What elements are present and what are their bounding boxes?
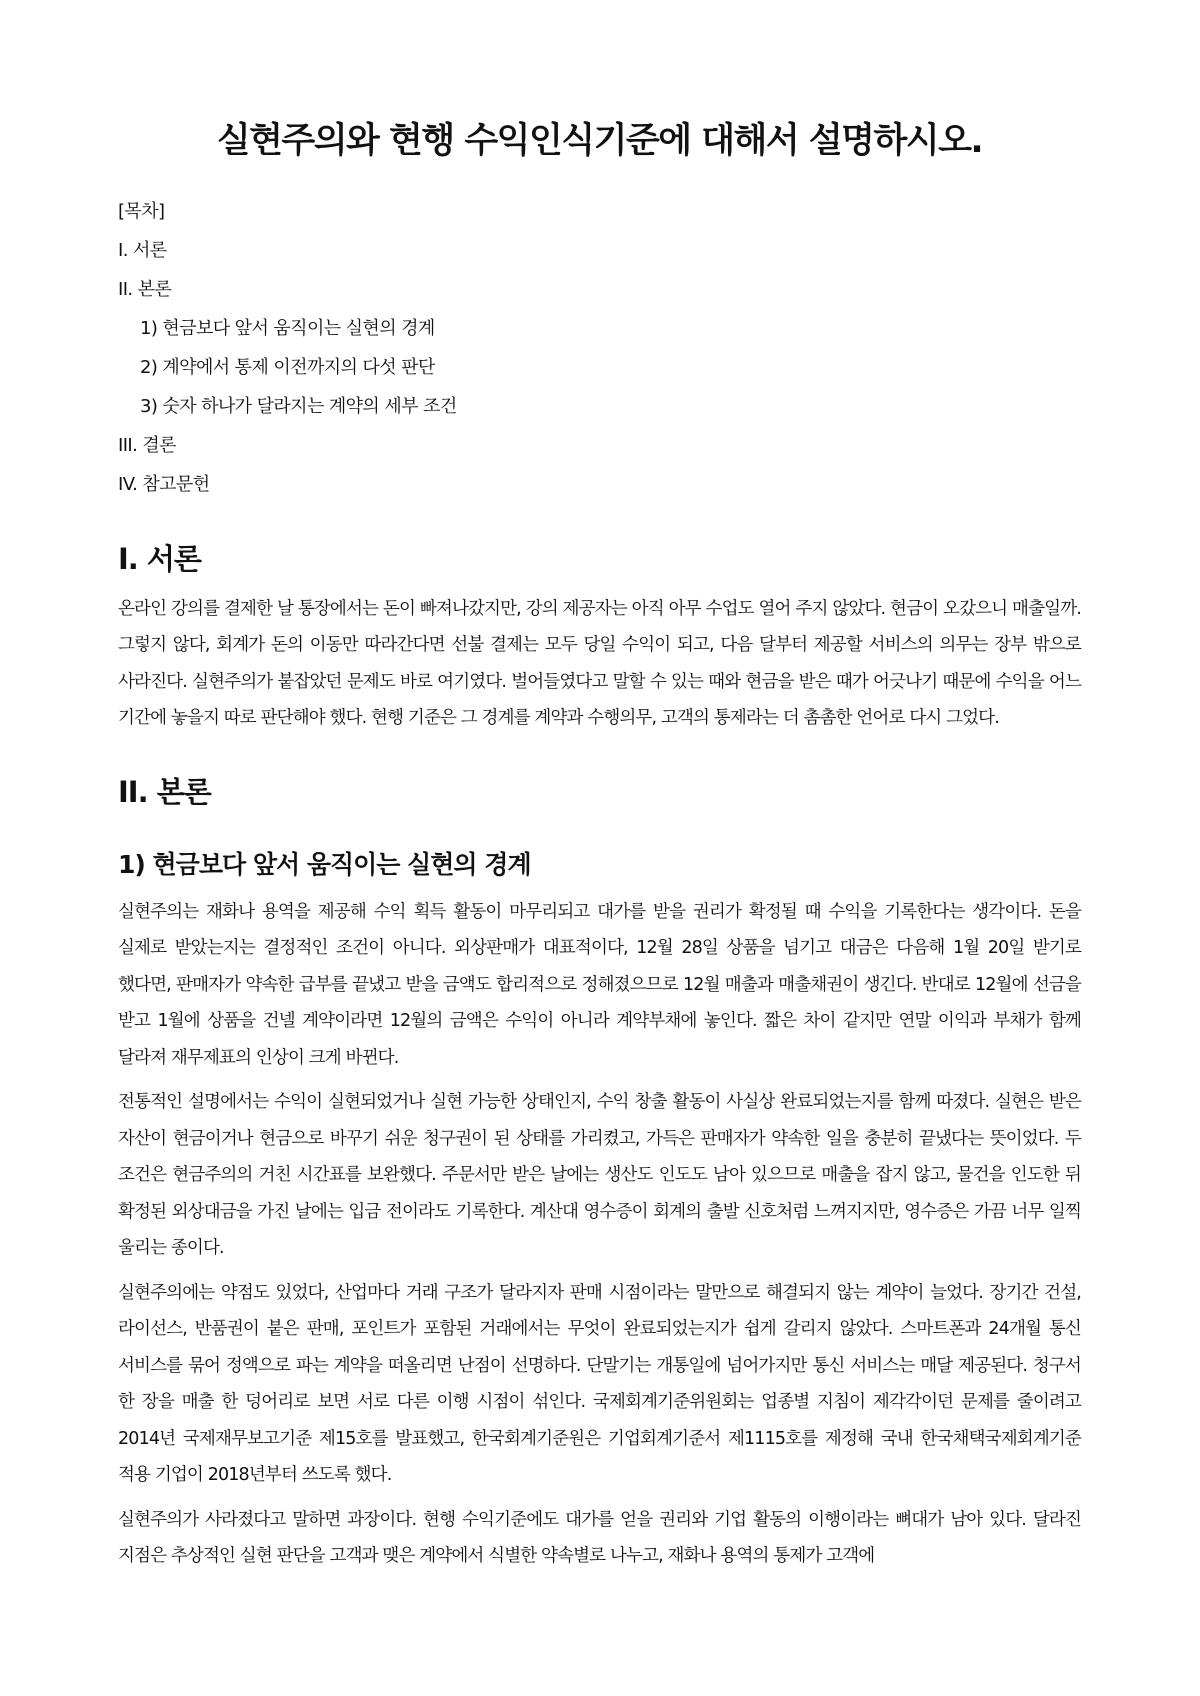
toc-heading: [목차] bbox=[118, 201, 165, 222]
intro-paragraph: 온라인 강의를 결제한 날 통장에서는 돈이 빠져나갔지만, 강의 제공자는 아직 아무 수업도 열어 주지 않았다. 현금이 오갔으니 매출일까. 그렇지 않다, 회계가 돈의 이동만 따라간다면 선불 결제는 모두 당일 수익이 되고, 다음 달부터 제공할 서비스의 의무는 장부 밖으로 사라진다. 실현주의가 붙잡았던 문제도 바로 여기였다. 벌어들였다고 말할 수 있는 때와 현금을 받은 때가 어긋나기 때문에 수익을 어느 기간에 놓을지 따로 판단해야 했다. 현행 기준은 그 경계를 계약과 수행의무, 고객의 통제라는 더 촘촘한 언어로 다시 그었다. bbox=[118, 598, 1081, 729]
toc-item-intro: I. 서론 bbox=[118, 240, 167, 261]
toc-item-section-2: 2) 계약에서 통제 이전까지의 다섯 판단 bbox=[140, 357, 435, 378]
section-1-paragraph: 실현주의는 재화나 용역을 제공해 수익 획득 활동이 마무리되고 대가를 받을 권리가 확정될 때 수익을 기록한다는 생각이다. 돈을 실제로 받았는지는 결정적인 조건이 아니다. 외상판매가 대표적이다, 12월 28일 상품을 넘기고 대금은 다음해 1월 20일 받기로 했다면, 판매자가 약속한 급부를 끝냈고 받을 금액도 합리적으로 정해졌으므로 12월 매출과 매출채권이 생긴다. 반대로 12월에 선금을 받고 1월에 상품을 건넬 계약이라면 12월의 금액은 수익이 아니라 계약부채에 놓인다. 짧은 차이 같지만 연말 이익과 부채가 함께 달라져 재무제표의 인상이 크게 바뀐다. bbox=[118, 901, 1081, 1068]
body-heading: II. 본론 bbox=[118, 774, 211, 809]
section-1-paragraph: 실현주의가 사라졌다고 말하면 과장이다. 현행 수익기준에도 대가를 얻을 권리와 기업 활동의 이행이라는 뼈대가 남아 있다. 달라진 지점은 추상적인 실현 판단을 고객과 맺은 계약에서 식별한 약속별로 나누고, 재화나 용역의 통제가 고객에 bbox=[118, 1509, 1081, 1567]
table-of-contents bbox=[118, 192, 1081, 504]
toc-item-conclusion: III. 결론 bbox=[118, 435, 176, 456]
toc-item-references: IV. 참고문헌 bbox=[118, 474, 210, 495]
toc-item-body: II. 본론 bbox=[118, 279, 172, 300]
document-title: 실현주의와 현행 수익인식기준에 대해서 설명하시오. bbox=[216, 121, 983, 161]
intro-heading: I. 서론 bbox=[118, 542, 201, 576]
section-1-paragraph: 전통적인 설명에서는 수익이 실현되었거나 실현 가능한 상태인지, 수익 창출 활동이 사실상 완료되었는지를 함께 따졌다. 실현은 받은 자산이 현금이거나 현금으로 바꾸기 쉬운 청구권이 된 상태를 가리켰고, 가득은 판매자가 약속한 일을 충분히 끝냈다는 뜻이었다. 두 조건은 현금주의의 거친 시간표를 보완했다. 주문서만 받은 날에는 생산도 인도도 남아 있으므로 매출을 잡지 않고, 물건을 인도한 뒤 확정된 외상대금을 가진 날에는 입금 전이라도 기록한다. 계산대 영수증이 회계의 출발 신호처럼 느껴지지만, 영수증은 가끔 너무 일찍 울리는 종이다. bbox=[118, 1092, 1081, 1259]
section-1-heading: 1) 현금보다 앞서 움직이는 실현의 경계 bbox=[118, 849, 531, 879]
toc-item-section-3: 3) 숫자 하나가 달라지는 계약의 세부 조건 bbox=[140, 396, 457, 417]
toc-item-section-1: 1) 현금보다 앞서 움직이는 실현의 경계 bbox=[140, 318, 435, 339]
section-1-paragraph: 실현주의에는 약점도 있었다, 산업마다 거래 구조가 달라지자 판매 시점이라는 말만으로 해결되지 않는 계약이 늘었다. 장기간 건설, 라이선스, 반품권이 붙은 판매, 포인트가 포함된 거래에서는 무엇이 완료되었는지가 쉽게 갈리지 않았다. 스마트폰과 24개월 통신 서비스를 묶어 정액으로 파는 계약을 떠올리면 난점이 선명하다. 단말기는 개통일에 넘어가지만 통신 서비스는 매달 제공된다. 청구서 한 장을 매출 한 덩어리로 보면 서로 다른 이행 시점이 섞인다. 국제회계기준위원회는 업종별 지침이 제각각이던 문제를 줄이려고 2014년 국제재무보고기준 제15호를 발표했고, 한국회계기준원은 기업회계기준서 제1115호를 제정해 국내 한국채택국제회계기준 적용 기업이 2018년부터 쓰도록 했다. bbox=[118, 1282, 1081, 1486]
